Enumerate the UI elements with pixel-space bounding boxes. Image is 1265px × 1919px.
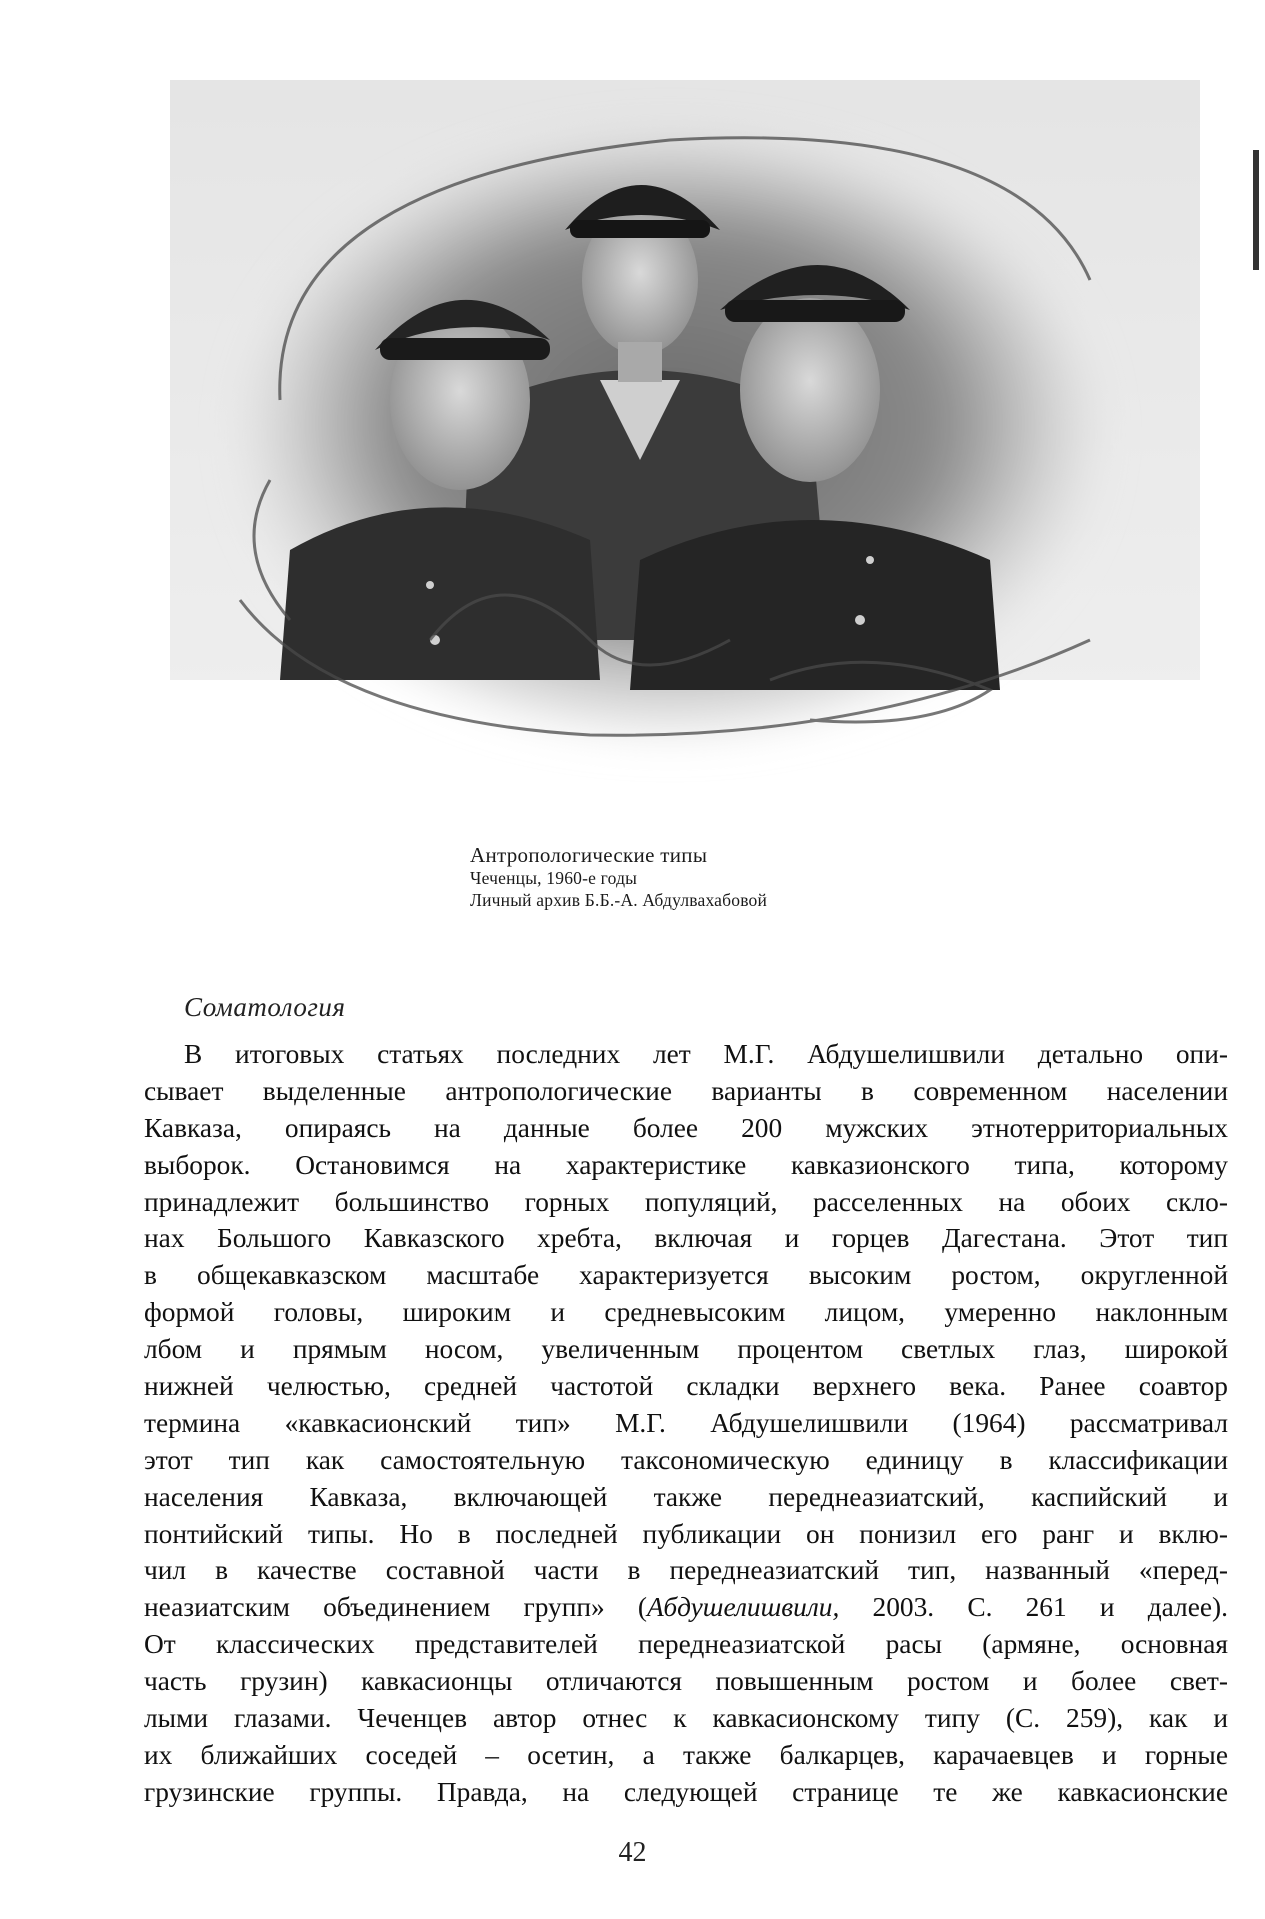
body-line: Кавказа, опираясь на данные более 200 мужских этнотерриториальных xyxy=(144,1112,1228,1143)
body-line: в общекавказском масштабе характеризуется высоким ростом, округленной xyxy=(144,1260,1228,1291)
body-line: В итоговых статьях последних лет М.Г. Абдушелишвили детально опи- xyxy=(184,1039,1228,1069)
body-line: этот тип как самостоятельную таксономическую единицу в классификации xyxy=(144,1444,1228,1475)
body-line: От классических представителей переднеазиатской расы (армяне, основная xyxy=(144,1629,1228,1660)
body-line: лбом и прямым носом, увеличенным процентом светлых глаз, широкой xyxy=(144,1334,1228,1365)
caption-subtitle: Чеченцы, 1960-е годы xyxy=(470,868,638,889)
body-line: лыми глазами. Чеченцев автор отнес к кавкасионскому типу (С. 259), как и xyxy=(144,1703,1228,1734)
body-line-with-citation xyxy=(144,1589,1228,1626)
portrait-photo xyxy=(170,80,1210,820)
body-line: часть грузин) кавкасионцы отличаются повышенным ростом и более свет- xyxy=(144,1666,1228,1697)
body-paragraph xyxy=(144,1036,1228,1811)
body-text-segment: неазиатским объединением групп» ( xyxy=(144,1592,648,1623)
body-line: формой головы, широким и средневысоким лицом, умеренно наклонным xyxy=(144,1297,1228,1328)
caption-source: Личный архив Б.Б.-А. Абдулвахабовой xyxy=(470,890,768,911)
body-line: чил в качестве составной части в переднеазиатский тип, названный «перед- xyxy=(144,1555,1228,1586)
body-line: сывает выделенные антропологические варианты в современном населении xyxy=(144,1075,1228,1106)
body-line: нижней челюстью, средней частотой складки верхнего века. Ранее соавтор xyxy=(144,1371,1228,1402)
body-line: выборок. Остановимся на характеристике кавказионского типа, которому xyxy=(144,1149,1228,1180)
body-text-segment: 2003. С. 261 и далее). xyxy=(839,1592,1228,1623)
page-number: 42 xyxy=(618,1837,647,1868)
page-edge-mark xyxy=(1253,150,1259,270)
body-line: понтийский типы. Но в последней публикации он понизил его ранг и вклю- xyxy=(144,1518,1228,1549)
body-line: нах Большого Кавказского хребта, включая и горцев Дагестана. Этот тип xyxy=(144,1223,1228,1254)
body-line: населения Кавказа, включающей также переднеазиатский, каспийский и xyxy=(144,1481,1228,1512)
figure-caption xyxy=(470,842,767,912)
portrait-photo-drawing xyxy=(170,80,1210,820)
body-line: принадлежит большинство горных популяций, расселенных на обоих скло- xyxy=(144,1186,1228,1217)
citation-author: Абдушелишвили, xyxy=(647,1592,840,1623)
section-heading: Соматология xyxy=(184,992,346,1022)
body-line: термина «кавкасионский тип» М.Г. Абдушелишвили (1964) рассматривал xyxy=(144,1407,1228,1438)
caption-title: Антропологические типы xyxy=(470,843,708,867)
body-line: их ближайших соседей – осетин, а также балкарцев, карачаевцев и горные xyxy=(144,1739,1228,1770)
body-line: грузинские группы. Правда, на следующей странице те же кавкасионские xyxy=(144,1776,1228,1807)
